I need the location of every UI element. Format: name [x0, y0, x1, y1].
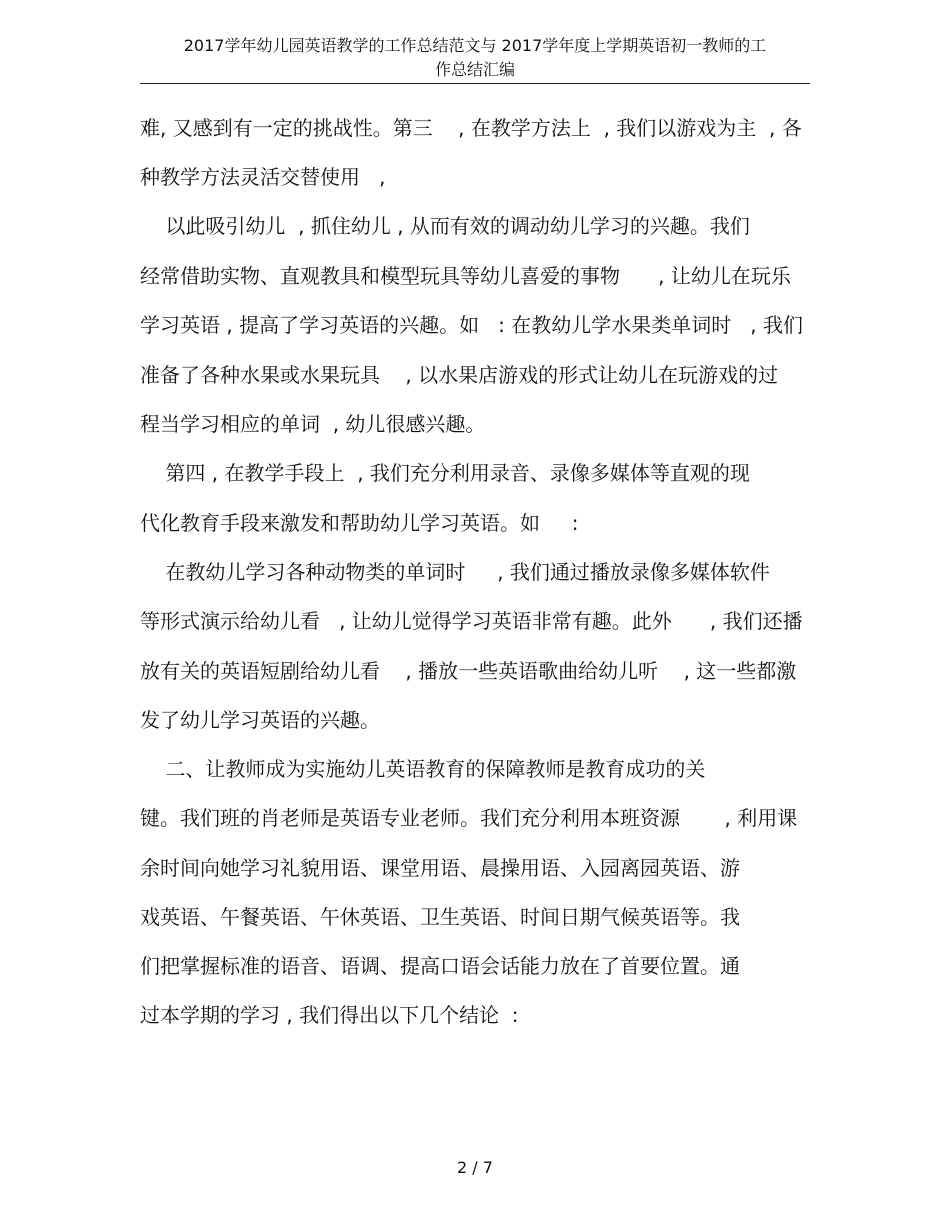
header-divider — [140, 83, 810, 84]
body-line: 难, 又感到有一定的挑战性。第三 , 在教学方法上 , 我们以游戏为主 , 各 — [140, 116, 802, 140]
body-line: 过本学期的学习 , 我们得出以下几个结论 : — [140, 1003, 519, 1027]
header-title-line-1: 2017学年幼儿园英语教学的工作总结范文与 2017学年度上学期英语初一教师的工 — [183, 36, 767, 55]
body-line: 戏英语、午餐英语、午休英语、卫生英语、时间日期气候英语等。我 — [140, 905, 740, 929]
body-line: 等形式演示给幼儿看 , 让幼儿觉得学习英语非常有趣。此外 , 我们还播 — [140, 609, 803, 633]
body-line: 程当学习相应的单词 , 幼儿很感兴趣。 — [140, 412, 486, 436]
body-line: 发了幼儿学习英语的兴趣。 — [140, 708, 380, 732]
page-header — [140, 34, 810, 82]
body-line: 经常借助实物、直观教具和模型玩具等幼儿喜爱的事物 , 让幼儿在玩乐 — [140, 264, 791, 288]
page-number: 2 / 7 — [457, 1158, 493, 1177]
body-line: 们把掌握标准的语音、语调、提高口语会话能力放在了首要位置。通 — [140, 954, 740, 978]
header-title-line-2: 作总结汇编 — [434, 60, 515, 79]
body-line: 二、让教师成为实施幼儿英语教育的保障教师是教育成功的关 — [140, 757, 706, 781]
body-line: 键。我们班的肖老师是英语专业老师。我们充分利用本班资源 , 利用课 — [140, 806, 798, 830]
body-line: 余时间向她学习礼貌用语、课堂用语、晨操用语、入园离园英语、游 — [140, 856, 740, 880]
body-line: 种教学方法灵活交替使用 , — [140, 165, 386, 189]
body-line: 准备了各种水果或水果玩具 , 以水果店游戏的形式让幼儿在玩游戏的过 — [140, 363, 779, 387]
body-line: 代化教育手段来激发和帮助幼儿学习英语。如 : — [140, 511, 579, 535]
body-line: 第四 , 在教学手段上 , 我们充分利用录音、录像多媒体等直观的现 — [140, 461, 750, 485]
body-line: 学习英语 , 提高了学习英语的兴趣。如 : 在教幼儿学水果类单词时 , 我们 — [140, 313, 804, 337]
body-line: 以此吸引幼儿 , 抓住幼儿 , 从而有效的调动幼儿学习的兴趣。我们 — [140, 214, 750, 238]
body-line: 放有关的英语短剧给幼儿看 , 播放一些英语歌曲给幼儿听 , 这一些都激 — [140, 659, 797, 683]
body-line: 在教幼儿学习各种动物类的单词时 , 我们通过播放录像多媒体软件 — [140, 560, 770, 584]
